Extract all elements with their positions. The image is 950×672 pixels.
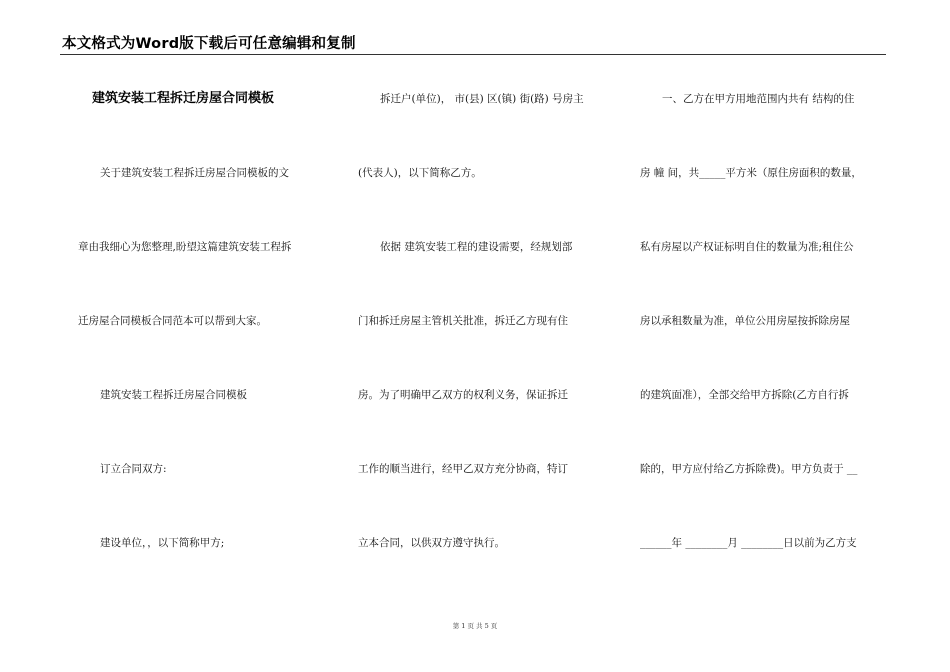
paragraph-line: 的建筑面准），全部交给甲方拆除(乙方自行拆	[640, 389, 849, 401]
paragraph-line: 拆迁户(单位)， 市(县) 区(镇) 街(路) 号房主	[380, 93, 584, 105]
paragraph-line: 建筑安装工程拆迁房屋合同模板	[100, 389, 247, 401]
document-title: 建筑安装工程拆迁房屋合同模板	[92, 91, 275, 106]
text-column-3	[640, 85, 890, 603]
paragraph-line: 建设单位，，以下简称甲方;	[100, 537, 225, 549]
paragraph-line: 除的，甲方应付给乙方拆除费)。甲方负责于 __	[640, 463, 858, 475]
paragraph-line: ______年 ________月 ________日以前为乙方支	[640, 537, 857, 549]
paragraph-line: 章由我细心为您整理,盼望这篇建筑安装工程拆	[78, 241, 292, 253]
paragraph-line: 立本合同，以供双方遵守执行。	[358, 537, 505, 549]
paragraph-line: 依据 建筑安装工程的建设需要，经规划部	[380, 241, 573, 253]
paragraph-line: 房以承租数量为准，单位公用房屋按拆除房屋	[640, 315, 850, 327]
paragraph-line: 关于建筑安装工程拆迁房屋合同模板的文	[100, 167, 289, 179]
paragraph-line: 工作的顺当进行，经甲乙双方充分协商，特订	[358, 463, 568, 475]
paragraph-line: 房。为了明确甲乙双方的权利义务，保证拆迁	[358, 389, 568, 401]
header-divider	[60, 54, 886, 55]
text-column-2	[358, 85, 603, 603]
paragraph-line: 私有房屋以产权证标明自住的数量为准;租住公	[640, 241, 854, 253]
paragraph-line: (代表人)，以下简称乙方。	[358, 167, 482, 179]
paragraph-line: 房 幢 间，共_____平方米（原住房面积的数量，	[640, 167, 862, 179]
paragraph-line: 一、乙方在甲方用地范围内共有 结构的住	[662, 93, 855, 105]
text-column-1	[78, 85, 323, 603]
paragraph-line: 订立合同双方:	[100, 463, 167, 475]
paragraph-line: 迁房屋合同模板合同范本可以帮到大家。	[78, 315, 267, 327]
paragraph-line: 门和拆迁房屋主管机关批准，拆迁乙方现有住	[358, 315, 568, 327]
document-header-title: 本文格式为Word版下载后可任意编辑和复制	[62, 36, 356, 52]
page-number: 第 1 页 共 5 页	[452, 622, 498, 630]
